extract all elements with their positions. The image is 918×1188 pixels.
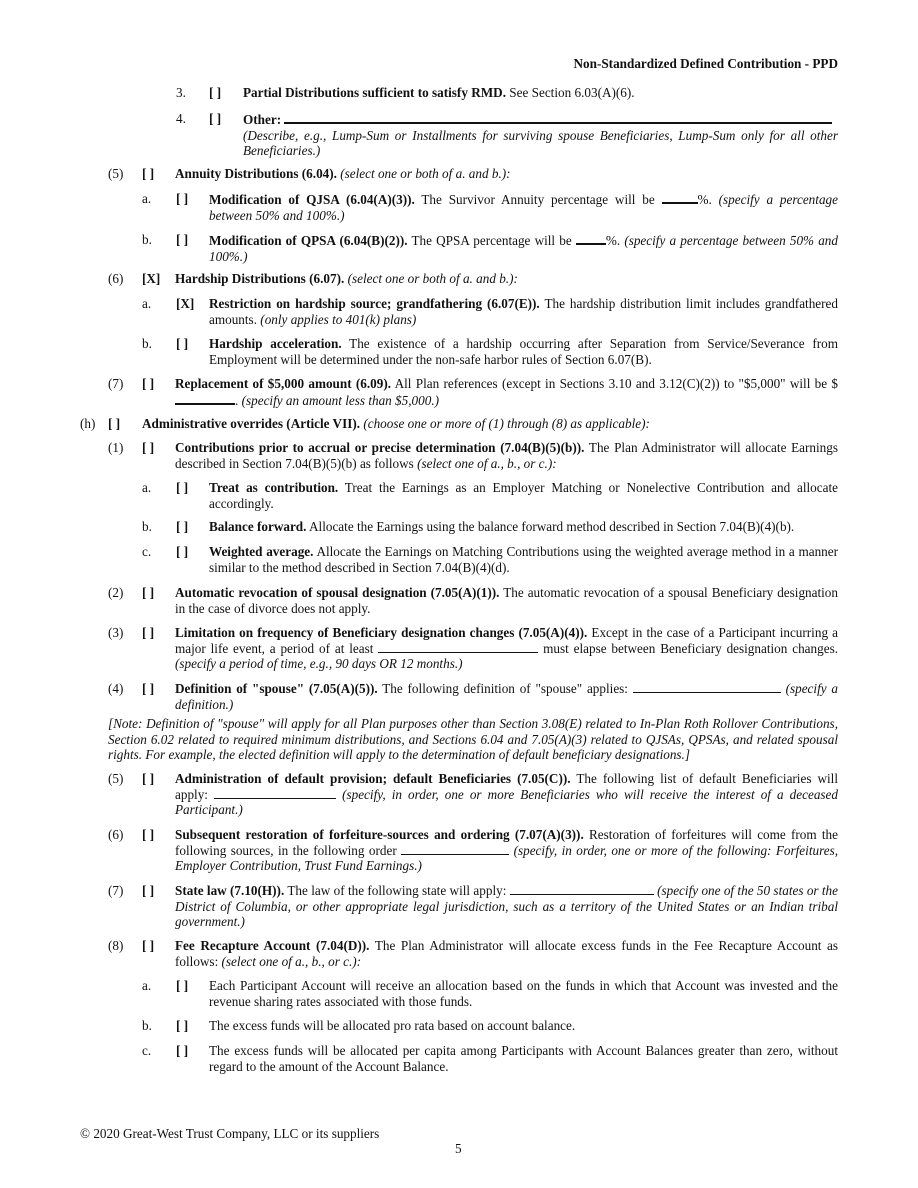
item-number: (2) [108,585,124,600]
copyright-footer: © 2020 Great-West Trust Company, LLC or its suppliers [80,1126,380,1141]
item-title: Weighted average. [209,544,314,559]
item-title: Fee Recapture Account (7.04(D)). [175,938,370,953]
checkbox[interactable]: [ ] [176,544,189,559]
checkbox[interactable]: [ ] [176,519,189,534]
period: . [235,392,239,408]
item-text: The Plan Administrator will allocate Earnings described in Section 7.04(B)(5)(b) as follows [175,440,839,471]
beneficiaries-blank[interactable] [214,787,336,799]
checkbox[interactable]: [ ] [142,681,155,696]
item-title: Modification of QJSA (6.04(A)(3)). [209,192,415,207]
item-letter: c. [142,544,152,559]
item-title: Definition of "spouse" (7.05(A)(5)). [175,681,378,696]
item-text: The hardship distribution limit includes grandfathered amounts. [209,296,838,327]
item-text: Allocate the Earnings using the balance forward method described in Section 7.04(B)(4)(b). [306,519,795,534]
checkbox[interactable]: [ ] [209,85,222,100]
item-text: The excess funds will be allocated per capita among Participants with Account Balances greater than zero, without regard to the amount of the Account Balance. [209,1043,838,1074]
period-blank[interactable] [378,641,538,653]
item-number: (4) [108,681,124,696]
item-text: Treat the Earnings as an Employer Matching or Nonelective Contribution and allocate accordingly. [209,480,838,511]
item-title: Restriction on hardship source; grandfathering (6.07(E)). [209,296,540,311]
item-text: The excess funds will be allocated pro rata based on account balance. [209,1018,576,1033]
checkbox[interactable]: [ ] [142,771,155,786]
document-header: Non-Standardized Defined Contribution - PPD [573,56,838,71]
item-number: (6) [108,827,124,842]
item-title: Limitation on frequency of Beneficiary designation changes (7.05(A)(4)). [175,625,588,640]
checkbox[interactable]: [ ] [142,585,155,600]
item-instructions: (specify an amount less than $5,000.) [238,392,440,408]
amount-blank[interactable] [175,392,235,405]
item-title: Hardship acceleration. [209,336,342,351]
checkbox[interactable]: [ ] [176,480,189,495]
sources-blank[interactable] [401,843,509,855]
checkbox[interactable]: [ ] [176,978,189,993]
item-instructions: (specify, in order, one or more of the following: Forfeitures, Employer Contribution, Trust Fund Earnings.) [175,842,838,873]
item-number: (1) [108,440,124,455]
item-instructions: (select one or both of a. and b.): [344,271,518,286]
item-text: All Plan references (except in Sections 3.10 and 3.12(C)(2)) to "$5,000" will be $ [391,376,838,391]
item-text: The automatic revocation of a spousal Beneficiary designation in the case of divorce does not apply. [175,585,838,616]
definition-blank[interactable] [633,681,781,693]
item-instructions: (specify a percentage between 50% and 100%.) [209,233,838,264]
item-title: Treat as contribution. [209,480,339,495]
item-instructions: (select one or both of a. and b.): [336,166,511,181]
item-letter: a. [142,191,152,206]
item-number: 3. [176,85,186,100]
item-text: Allocate the Earnings on Matching Contributions using the weighted average method in a manner similar to the method described in Section 7.04(B)(4)(d). [209,544,838,575]
item-letter: c. [142,1043,152,1058]
item-text: The law of the following state will apply: [284,883,510,898]
percentage-blank[interactable] [576,232,606,245]
item-letter: b. [142,232,152,247]
item-text: The following definition of "spouse" applies: [377,681,633,696]
item-title: Contributions prior to accrual or precise determination (7.04(B)(5)(b)). [175,440,585,455]
state-blank[interactable] [510,883,654,895]
item-instructions: (specify a definition.) [175,681,838,712]
page-number: 5 [455,1141,462,1156]
item-instructions: (select one of a., b., or c.): [218,953,362,969]
item-number: (8) [108,938,124,953]
item-text: Except in the case of a Participant incurring a major life event, a period of at least [175,625,838,656]
checkbox[interactable]: [ ] [209,111,222,126]
item-title: Administration of default provision; default Beneficiaries (7.05(C)). [175,771,571,786]
checkbox[interactable]: [ ] [142,376,155,391]
item-number: 4. [176,111,186,126]
item-text-continued: must elapse between Beneficiary designation changes. [538,640,838,656]
item-text: The following list of default Beneficiaries will apply: [175,771,838,802]
item-instructions: (specify, in order, one or more Beneficiaries who will receive the interest of a deceased Participant.) [175,786,838,817]
checkbox[interactable]: [ ] [176,1043,189,1058]
percent-sign: %. [605,233,621,248]
checkbox[interactable]: [ ] [142,625,155,640]
item-title: Subsequent restoration of forfeiture-sources and ordering (7.07(A)(3)). [175,827,584,842]
checkbox[interactable]: [ ] [176,232,189,247]
item-letter: a. [142,480,152,495]
item-number: (3) [108,625,124,640]
item-letter: b. [142,519,152,534]
item-text: The Survivor Annuity percentage will be [414,192,662,207]
checkbox[interactable]: [ ] [142,883,155,898]
item-instructions: (only applies to 401(k) plans) [257,311,417,327]
checkbox[interactable]: [ ] [142,827,155,842]
percentage-blank[interactable] [662,191,698,204]
item-instructions: (choose one or more of (1) through (8) as applicable): [360,416,650,431]
item-instructions: (select one of a., b., or c.): [413,455,557,471]
item-number: (6) [108,271,124,286]
spouse-definition-note [108,716,838,763]
checkbox[interactable]: [ ] [142,938,155,953]
item-title: Administrative overrides (Article VII). [142,416,361,431]
note-text: [Note: Definition of "spouse" will apply for all Plan purposes other than Section 3.08(E) related to In-Plan Roth Rollover Contributions, Section 6.02 related to required minimum distributions, and Sections 6.04 and 7.05(A)(3) related to QJSAs, QPSAs, and related spousal rights. For example, the elected definition will apply to the determination of default beneficiary designations.] [108,716,838,762]
item-number: (7) [108,376,124,391]
item-number: (5) [108,771,124,786]
item-letter: b. [142,1018,152,1033]
item-text: The Plan Administrator will allocate excess funds in the Fee Recapture Account as follows: [175,938,839,969]
checkbox-checked[interactable]: [X] [142,271,161,286]
item-text: Each Participant Account will receive an allocation based on the funds in which that Account was invested and the revenue sharing rates associated with those funds. [209,978,838,1009]
item-letter: a. [142,296,152,311]
item-number: (h) [80,416,96,431]
item-title: Replacement of $5,000 amount (6.09). [175,376,392,391]
item-text: See Section 6.03(A)(6). [506,85,635,100]
percent-sign: %. [697,192,712,207]
item-instructions: (specify a percentage between 50% and 100%.) [209,192,838,223]
checkbox[interactable]: [ ] [176,336,189,351]
item-title: Balance forward. [209,519,307,534]
item-title: Other: [243,112,282,127]
fill-in-blank[interactable] [284,111,832,124]
item-instructions: (specify one of the 50 states or the District of Columbia, or other appropriate legal jurisdiction, such as a territory of the United States or an Indian tribal government.) [175,883,839,929]
item-instructions: (specify a period of time, e.g., 90 days OR 12 months.) [175,656,463,671]
item-title: Annuity Distributions (6.04). [175,166,337,181]
item-number: (5) [108,166,124,181]
checkbox[interactable]: [ ] [176,1018,189,1033]
item-letter: a. [142,978,152,993]
item-text: The existence of a hardship occurring after Separation from Service/Severance from Employment will be determined under the non-safe harbor rules of Section 6.07(B). [209,336,839,367]
checkbox-checked[interactable]: [X] [176,296,195,311]
checkbox[interactable]: [ ] [108,416,121,431]
item-text: Restoration of forfeitures will come from the following sources, in the following order [175,827,838,858]
item-title: Automatic revocation of spousal designation (7.05(A)(1)). [175,585,500,600]
checkbox[interactable]: [ ] [176,191,189,206]
item-title: Partial Distributions sufficient to satisfy RMD. [243,85,506,100]
item-title: Hardship Distributions (6.07). [175,271,345,286]
item-title: State law (7.10(H)). [175,883,285,898]
item-text: The QPSA percentage will be [407,233,576,248]
checkbox[interactable]: [ ] [142,166,155,181]
item-instructions: (Describe, e.g., Lump-Sum or Installments for surviving spouse Beneficiaries, Lump-Sum only for all other Beneficiaries.) [243,127,838,158]
item-number: (7) [108,883,124,898]
item-title: Modification of QPSA (6.04(B)(2)). [209,233,408,248]
item-letter: b. [142,336,152,351]
checkbox[interactable]: [ ] [142,440,155,455]
